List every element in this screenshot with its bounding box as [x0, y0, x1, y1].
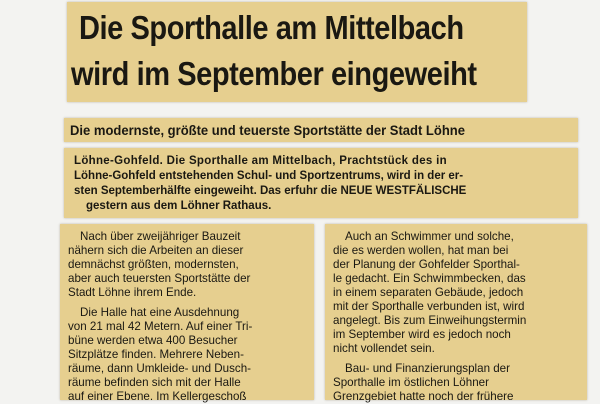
subheadline: Die modernste, größte und teuerste Sportstätte der Stadt Löhne — [70, 122, 465, 138]
body-line: räume befinden sich mit der Halle — [68, 376, 241, 389]
body-line: räume, dann Umkleide- und Dusch- — [68, 362, 252, 375]
headline-clipping — [67, 2, 527, 102]
body-line: in einem separaten Gebäude, jedoch — [333, 286, 524, 299]
body-line: mit der Sporthalle verbunden ist, wird — [333, 300, 525, 313]
body-line: von 21 mal 42 Metern. Auf einer Tri- — [68, 320, 253, 333]
body-line: der Planung der Gohfelder Sporthal- — [333, 258, 520, 271]
body-line: Nach über zweijähriger Bauzeit — [80, 230, 241, 243]
subheadline-clipping — [64, 118, 578, 142]
lead-paragraph-clipping — [64, 148, 578, 218]
body-line: Stadt Löhne ihrem Ende. — [68, 286, 197, 299]
body-line: die es werden wollen, hat man bei — [333, 244, 509, 257]
lead-line: Löhne-Gohfeld entstehenden Schul- und Sportzentrums, wird in der er- — [74, 170, 464, 182]
body-line: Grenzgebiet hatte noch der frühere — [333, 390, 514, 403]
body-line: demnächst größten, modernsten, — [68, 258, 239, 271]
headline-line-2: wird im September eingeweiht — [71, 55, 477, 92]
body-line: le gedacht. Ein Schwimmbecken, das — [333, 272, 526, 285]
headline-line-1: Die Sporthalle am Mittelbach — [79, 9, 464, 46]
body-line: Auch an Schwimmer und solche, — [345, 230, 514, 243]
body-line: büne werden etwa 400 Besucher — [68, 334, 238, 347]
body-line: Sitzplätze finden. Mehrere Neben- — [68, 348, 244, 361]
body-line: Sporthalle im östlichen Löhner — [333, 376, 489, 389]
body-line: auf einer Ebene. Im Kellergeschoß — [68, 390, 247, 403]
body-line: Die Halle hat eine Ausdehnung — [80, 306, 240, 319]
body-text-left — [68, 230, 252, 404]
body-line: angelegt. Bis zum Einweihungstermin — [333, 314, 527, 327]
lead-line: gestern aus dem Löhner Rathaus. — [86, 200, 272, 212]
body-column-right — [325, 224, 587, 403]
body-line: Bau- und Finanzierungsplan der — [345, 362, 510, 375]
lead-paragraph — [74, 154, 569, 214]
body-text-right — [333, 230, 526, 404]
body-line: nicht vollendet sein. — [333, 342, 435, 355]
body-line: im September wird es jedoch noch — [333, 328, 511, 341]
lead-line: sten Septemberhälfte eingeweiht. Das erfuhr die NEUE WESTFÄLISCHE — [74, 185, 467, 197]
body-column-left — [60, 224, 314, 403]
lead-line: Löhne-Gohfeld. Die Sporthalle am Mittelbach, Prachtstück des in — [74, 155, 447, 167]
body-line: nähern sich die Arbeiten an dieser — [68, 244, 244, 257]
body-line: aber auch teuersten Sportstätte der — [68, 272, 251, 285]
